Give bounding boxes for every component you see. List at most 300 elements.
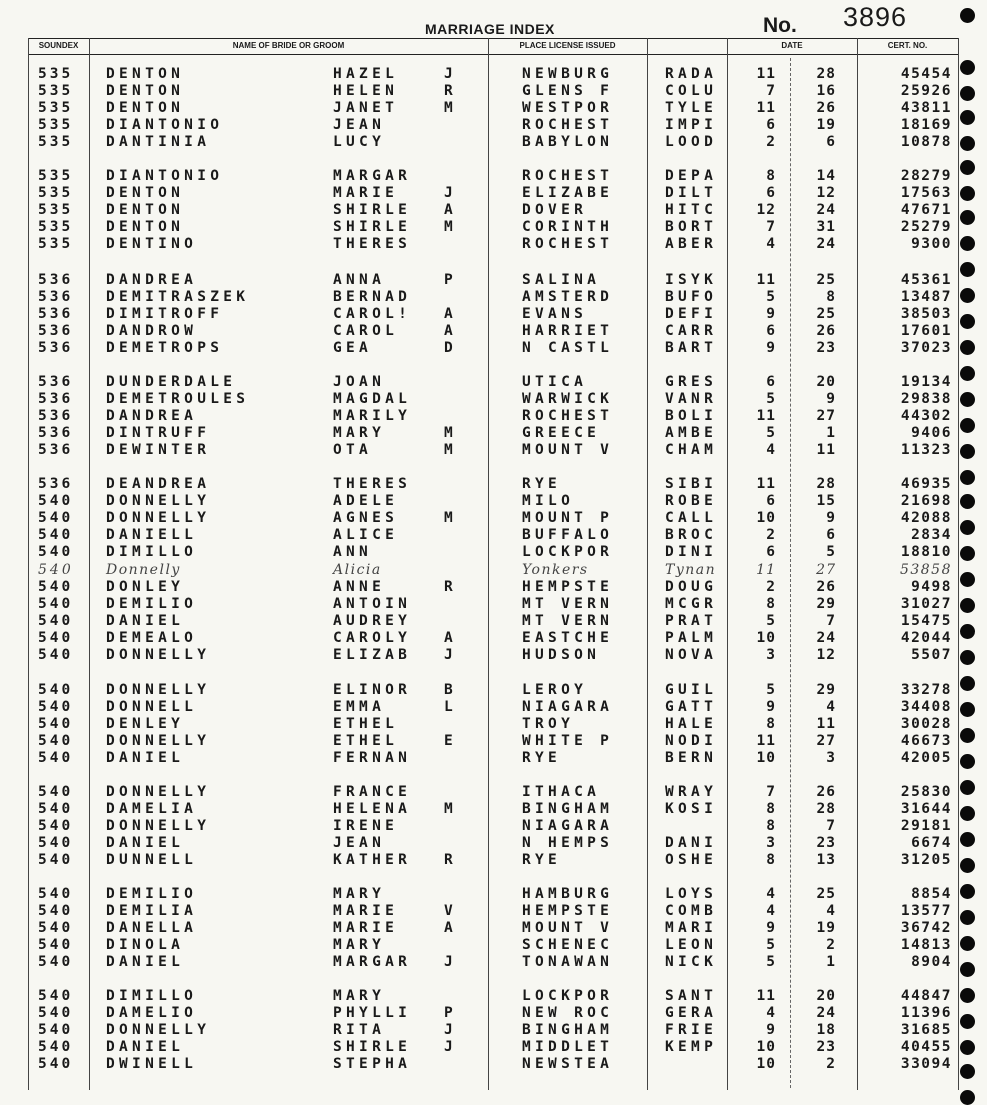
surname-cell: DENTON	[106, 219, 185, 236]
binder-hole	[960, 780, 975, 795]
binder-hole	[960, 1040, 975, 1055]
table-row	[0, 1005, 960, 1023]
cert-number-cell: 14813	[900, 937, 952, 954]
soundex-cell: 536	[38, 476, 74, 492]
given-name-cell: ETHEL	[333, 716, 399, 733]
cert-number-cell: 37023	[900, 340, 952, 357]
soundex-cell: 540	[38, 1022, 74, 1039]
surname-cell: DONNELLY	[106, 784, 211, 800]
cert-number-cell: 8854	[911, 886, 952, 902]
surname-cell: DANIEL	[106, 1039, 185, 1056]
place-cell: NEWSTEA	[522, 1056, 614, 1073]
month-cell: 9	[766, 306, 776, 323]
binder-hole	[960, 884, 975, 899]
table-row	[0, 83, 960, 101]
binder-hole	[960, 910, 975, 925]
surname-cell: DANDREA	[106, 408, 198, 425]
month-cell: 11	[756, 733, 776, 750]
table-row	[0, 510, 960, 528]
given-name-cell: MARY	[333, 425, 386, 442]
place-cell: Yonkers	[522, 561, 589, 578]
binder-hole	[960, 572, 975, 587]
cert-number-cell: 53858	[899, 561, 952, 578]
month-cell: 2	[766, 134, 776, 151]
month-cell: 11	[756, 272, 776, 288]
binder-hole	[960, 236, 975, 251]
cert-number-cell: 29181	[900, 818, 952, 835]
place-cell: HEMPSTE	[522, 903, 614, 920]
soundex-cell: 540	[38, 1056, 74, 1073]
place-cell: RYE	[522, 852, 562, 869]
table-row	[0, 442, 960, 460]
day-cell: 23	[816, 835, 836, 852]
given-name-cell: ANNE	[333, 578, 386, 595]
soundex-cell: 540	[38, 682, 74, 698]
soundex-cell: 535	[38, 202, 74, 219]
county-cell: RADA	[665, 66, 718, 82]
month-cell: 5	[766, 289, 776, 306]
day-cell: 26	[816, 784, 836, 800]
place-cell: MT VERN	[522, 612, 614, 629]
day-cell: 11	[816, 716, 836, 733]
surname-cell: DONNELL	[106, 699, 198, 716]
cert-number-cell: 13487	[900, 289, 952, 306]
binder-hole	[960, 494, 975, 509]
county-cell: KEMP	[665, 1039, 718, 1056]
day-cell: 26	[816, 578, 836, 595]
county-cell: DOUG	[665, 578, 718, 595]
initial-cell: L	[444, 699, 458, 716]
surname-cell: DENLEY	[106, 716, 185, 733]
place-cell: HUDSON	[522, 647, 601, 663]
table-row	[0, 596, 960, 614]
day-cell: 14	[816, 168, 836, 184]
county-cell: LEON	[665, 937, 718, 954]
month-cell: 11	[756, 100, 776, 117]
surname-cell: DEANDREA	[106, 476, 211, 492]
table-row	[0, 202, 960, 220]
cert-number-cell: 45454	[900, 66, 952, 82]
surname-cell: DWINELL	[106, 1056, 198, 1073]
given-name-cell: HAZEL	[333, 66, 399, 82]
binder-hole	[960, 728, 975, 743]
day-cell: 18	[816, 1022, 836, 1039]
binder-hole	[960, 314, 975, 329]
day-cell: 26	[816, 323, 836, 340]
table-row	[0, 954, 960, 972]
day-cell: 28	[816, 801, 836, 818]
place-cell: N HEMPS	[522, 835, 614, 852]
place-cell: BUFFALO	[522, 527, 614, 544]
month-cell: 9	[766, 699, 776, 716]
table-row	[0, 527, 960, 545]
binder-hole	[960, 470, 975, 485]
day-cell: 4	[826, 699, 836, 716]
county-cell: DEFI	[665, 306, 718, 323]
table-row	[0, 647, 960, 665]
binder-hole	[960, 1014, 975, 1029]
place-cell: NEWBURG	[522, 66, 614, 82]
given-name-cell: MARY	[333, 988, 386, 1004]
initial-cell: R	[444, 852, 458, 869]
table-row	[0, 391, 960, 409]
table-row	[0, 219, 960, 237]
day-cell: 5	[826, 544, 836, 561]
header-cert: CERT. NO.	[887, 41, 928, 50]
table-row	[0, 579, 960, 597]
place-cell: LOCKPOR	[522, 988, 614, 1004]
month-cell: 10	[756, 750, 776, 767]
sheet-number-label: No.	[763, 14, 797, 37]
cert-number-cell: 9498	[911, 578, 952, 595]
place-cell: ROCHEST	[522, 117, 614, 134]
day-cell: 29	[816, 682, 836, 698]
soundex-cell: 535	[38, 236, 74, 253]
county-cell: BERN	[665, 750, 718, 767]
surname-cell: DEMITRASZEK	[106, 289, 250, 306]
given-name-cell: MARGAR	[333, 168, 412, 184]
day-cell: 13	[816, 852, 836, 869]
surname-cell: DANIEL	[106, 954, 185, 971]
county-cell: HALE	[665, 716, 718, 733]
header-date: DATE	[781, 41, 803, 50]
given-name-cell: PHYLLI	[333, 1005, 412, 1022]
initial-cell: M	[444, 510, 458, 527]
county-cell: DANI	[665, 835, 718, 852]
cert-number-cell: 13577	[900, 903, 952, 920]
soundex-cell: 535	[38, 117, 74, 134]
month-cell: 10	[756, 1039, 776, 1056]
given-name-cell: AGNES	[333, 510, 399, 527]
month-cell: 5	[766, 954, 776, 971]
month-cell: 8	[766, 716, 776, 733]
month-cell: 6	[766, 185, 776, 202]
surname-cell: DEMETROPS	[106, 340, 224, 357]
table-row	[0, 630, 960, 648]
county-cell: DINI	[665, 544, 718, 561]
day-cell: 4	[826, 903, 836, 920]
place-cell: MILO	[522, 493, 575, 510]
day-cell: 11	[816, 442, 836, 459]
given-name-cell: ANN	[333, 544, 373, 561]
initial-cell: J	[444, 66, 458, 82]
day-cell: 31	[816, 219, 836, 236]
binder-hole	[960, 86, 975, 101]
county-cell: DEPA	[665, 168, 718, 184]
binder-hole	[960, 832, 975, 847]
binder-hole	[960, 546, 975, 561]
table-row	[0, 289, 960, 307]
county-cell: NODI	[665, 733, 718, 750]
county-cell: PRAT	[665, 612, 718, 629]
cert-number-cell: 18810	[900, 544, 952, 561]
initial-cell: J	[444, 954, 458, 971]
surname-cell: DEMILIO	[106, 595, 198, 612]
table-row	[0, 613, 960, 631]
county-cell: TYLE	[665, 100, 718, 117]
month-cell: 6	[766, 544, 776, 561]
month-cell: 5	[766, 937, 776, 954]
given-name-cell: MARIE	[333, 185, 399, 202]
county-cell: BART	[665, 340, 718, 357]
table-row	[0, 476, 960, 494]
soundex-cell: 536	[38, 306, 74, 323]
soundex-cell: 536	[38, 289, 74, 306]
table-row	[0, 852, 960, 870]
county-cell: DILT	[665, 185, 718, 202]
place-cell: MOUNT V	[522, 442, 614, 459]
soundex-cell: 540	[38, 1005, 74, 1022]
sheet-number: 3896	[843, 2, 908, 32]
given-name-cell: STEPHA	[333, 1056, 412, 1073]
given-name-cell: ADELE	[333, 493, 399, 510]
binder-hole	[960, 160, 975, 175]
county-cell: NOVA	[665, 647, 718, 663]
binder-hole	[960, 210, 975, 225]
place-cell: ROCHEST	[522, 236, 614, 253]
soundex-cell: 540	[38, 920, 74, 937]
month-cell: 9	[766, 1022, 776, 1039]
initial-cell: M	[444, 100, 458, 117]
binder-hole	[960, 262, 975, 277]
surname-cell: DONNELLY	[106, 818, 211, 835]
table-row	[0, 801, 960, 819]
soundex-cell: 536	[38, 272, 74, 288]
soundex-cell: 536	[38, 323, 74, 340]
place-cell: WESTPOR	[522, 100, 614, 117]
place-cell: ELIZABE	[522, 185, 614, 202]
place-cell: ROCHEST	[522, 168, 614, 184]
soundex-cell: 540	[38, 937, 74, 954]
place-cell: RYE	[522, 750, 562, 767]
cert-number-cell: 31685	[900, 1022, 952, 1039]
given-name-cell: ETHEL	[333, 733, 399, 750]
initial-cell: M	[444, 442, 458, 459]
day-cell: 28	[816, 476, 836, 492]
binder-hole	[960, 754, 975, 769]
day-cell: 20	[816, 374, 836, 390]
day-cell: 26	[816, 100, 836, 117]
table-row	[0, 1056, 960, 1074]
cert-number-cell: 42044	[900, 629, 952, 646]
initial-cell: A	[444, 306, 458, 323]
surname-cell: DONNELLY	[106, 510, 211, 527]
header-bottom-rule	[28, 54, 958, 55]
binder-hole	[960, 366, 975, 381]
day-cell: 9	[826, 510, 836, 527]
initial-cell: A	[444, 920, 458, 937]
day-cell: 25	[816, 886, 836, 902]
cert-number-cell: 17601	[900, 323, 952, 340]
soundex-cell: 536	[38, 442, 74, 459]
given-name-cell: MARILY	[333, 408, 412, 425]
day-cell: 19	[816, 117, 836, 134]
county-cell: LOOD	[665, 134, 718, 151]
table-row	[0, 818, 960, 836]
surname-cell: DIMITROFF	[106, 306, 224, 323]
given-name-cell: CAROL!	[333, 306, 412, 323]
month-cell: 4	[766, 236, 776, 253]
initial-cell: J	[444, 647, 458, 663]
given-name-cell: THERES	[333, 476, 412, 492]
binder-hole	[960, 340, 975, 355]
place-cell: GLENS F	[522, 83, 614, 100]
place-cell: TONAWAN	[522, 954, 614, 971]
soundex-cell: 540	[38, 578, 74, 595]
surname-cell: DENTON	[106, 83, 185, 100]
month-cell: 6	[766, 323, 776, 340]
soundex-cell: 540	[38, 886, 74, 902]
given-name-cell: HELEN	[333, 83, 399, 100]
surname-cell: DEWINTER	[106, 442, 211, 459]
place-cell: MIDDLET	[522, 1039, 614, 1056]
soundex-cell: 540	[38, 801, 74, 818]
cert-number-cell: 31644	[900, 801, 952, 818]
day-cell: 29	[816, 595, 836, 612]
binder-hole	[960, 60, 975, 75]
month-cell: 4	[766, 886, 776, 902]
surname-cell: DEMEALO	[106, 629, 198, 646]
soundex-cell: 536	[38, 408, 74, 425]
table-row	[0, 544, 960, 562]
cert-number-cell: 9406	[911, 425, 952, 442]
month-cell: 6	[766, 117, 776, 134]
cert-number-cell: 2834	[911, 527, 952, 544]
month-cell: 12	[756, 202, 776, 219]
place-cell: UTICA	[522, 374, 588, 390]
initial-cell: E	[444, 733, 458, 750]
table-row	[0, 117, 960, 135]
initial-cell: V	[444, 903, 458, 920]
surname-cell: DONNELLY	[106, 733, 211, 750]
table-row	[0, 236, 960, 254]
soundex-cell: 540	[38, 784, 74, 800]
soundex-cell: 540	[38, 647, 74, 663]
soundex-cell: 540	[38, 1039, 74, 1056]
cert-number-cell: 44302	[900, 408, 952, 425]
table-row	[0, 168, 960, 186]
county-cell: CARR	[665, 323, 718, 340]
initial-cell: A	[444, 629, 458, 646]
given-name-cell: MARGAR	[333, 954, 412, 971]
cert-number-cell: 46935	[900, 476, 952, 492]
surname-cell: DANTINIA	[106, 134, 211, 151]
cert-number-cell: 40455	[900, 1039, 952, 1056]
month-cell: 9	[766, 340, 776, 357]
month-cell: 6	[766, 374, 776, 390]
day-cell: 25	[816, 306, 836, 323]
given-name-cell: HELENA	[333, 801, 412, 818]
county-cell: PALM	[665, 629, 718, 646]
given-name-cell: OTA	[333, 442, 373, 459]
day-cell: 1	[826, 954, 836, 971]
binder-hole	[960, 858, 975, 873]
binder-hole	[960, 444, 975, 459]
cert-number-cell: 10878	[900, 134, 952, 151]
cert-number-cell: 25926	[900, 83, 952, 100]
place-cell: HEMPSTE	[522, 578, 614, 595]
month-cell: 11	[756, 408, 776, 425]
binder-hole	[960, 936, 975, 951]
day-cell: 12	[816, 185, 836, 202]
surname-cell: DAMELIA	[106, 801, 198, 818]
table-row	[0, 784, 960, 802]
initial-cell: M	[444, 219, 458, 236]
place-cell: DOVER	[522, 202, 588, 219]
county-cell: GATT	[665, 699, 718, 716]
soundex-cell: 535	[38, 134, 74, 151]
county-cell: GERA	[665, 1005, 718, 1022]
given-name-cell: MARIE	[333, 920, 399, 937]
place-cell: NIAGARA	[522, 818, 614, 835]
surname-cell: DEMILIA	[106, 903, 198, 920]
cert-number-cell: 31027	[900, 595, 952, 612]
soundex-cell: 536	[38, 374, 74, 390]
cert-number-cell: 33278	[900, 682, 952, 698]
county-cell: CALL	[665, 510, 718, 527]
month-cell: 3	[766, 835, 776, 852]
county-cell: CHAM	[665, 442, 718, 459]
surname-cell: DANIEL	[106, 612, 185, 629]
county-cell: LOYS	[665, 886, 718, 902]
given-name-cell: Alicia	[333, 561, 382, 578]
month-cell: 7	[766, 219, 776, 236]
county-cell: WRAY	[665, 784, 718, 800]
cert-number-cell: 8904	[911, 954, 952, 971]
soundex-cell: 535	[38, 66, 74, 82]
day-cell: 28	[816, 66, 836, 82]
cert-number-cell: 9300	[911, 236, 952, 253]
table-row	[0, 134, 960, 152]
day-cell: 2	[826, 937, 836, 954]
table-row	[0, 493, 960, 511]
initial-cell: J	[444, 1039, 458, 1056]
month-cell: 4	[766, 442, 776, 459]
table-row	[0, 699, 960, 717]
page-title: MARRIAGE INDEX	[425, 21, 555, 37]
month-cell: 11	[756, 561, 776, 578]
place-cell: BINGHAM	[522, 1022, 614, 1039]
place-cell: TROY	[522, 716, 575, 733]
table-row	[0, 100, 960, 118]
surname-cell: DANIEL	[106, 835, 185, 852]
binder-hole	[960, 288, 975, 303]
given-name-cell: JOAN	[333, 374, 386, 390]
soundex-cell: 540	[38, 510, 74, 527]
binder-hole	[960, 136, 975, 151]
surname-cell: DIANTONIO	[106, 168, 224, 184]
soundex-cell: 540	[38, 903, 74, 920]
initial-cell: R	[444, 83, 458, 100]
month-cell: 8	[766, 168, 776, 184]
day-cell: 24	[816, 629, 836, 646]
soundex-cell: 536	[38, 425, 74, 442]
day-cell: 6	[826, 134, 836, 151]
surname-cell: DEMETROULES	[106, 391, 250, 408]
cert-number-cell: 42088	[900, 510, 952, 527]
day-cell: 7	[826, 818, 836, 835]
soundex-cell: 540	[38, 988, 74, 1004]
soundex-cell: 540	[38, 818, 74, 835]
surname-cell: DENTON	[106, 100, 185, 117]
place-cell: BABYLON	[522, 134, 614, 151]
cert-number-cell: 34408	[900, 699, 952, 716]
cert-number-cell: 44847	[900, 988, 952, 1004]
month-cell: 11	[756, 476, 776, 492]
binder-hole	[960, 392, 975, 407]
binder-hole	[960, 418, 975, 433]
day-cell: 19	[816, 920, 836, 937]
